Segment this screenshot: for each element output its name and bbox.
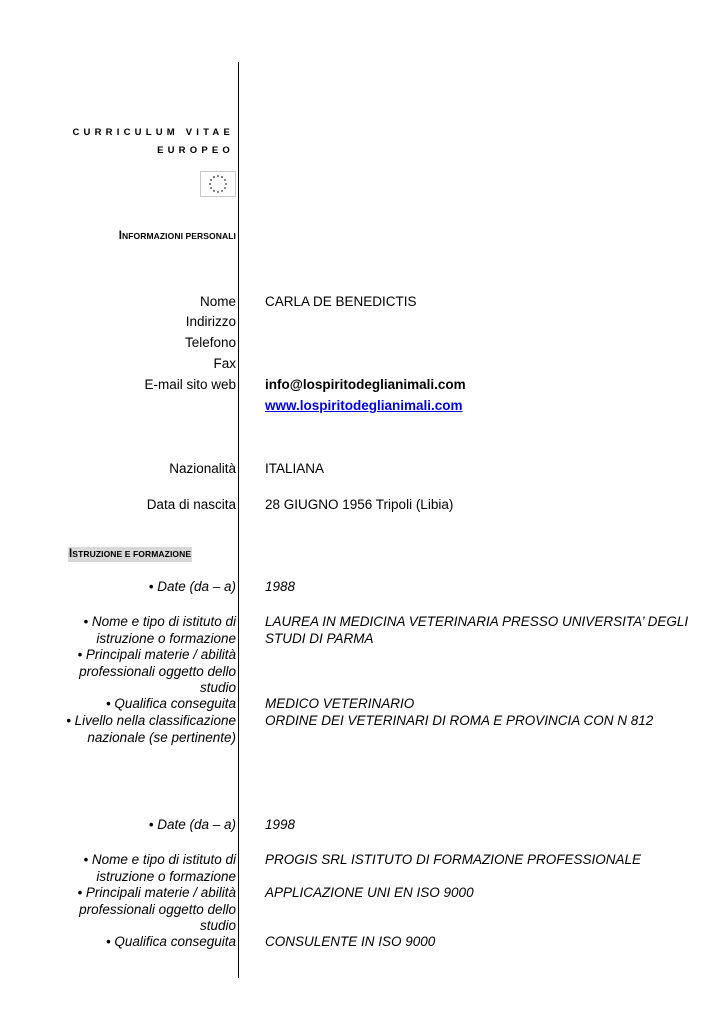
label-istituto-2: • Nome e tipo di istituto di istruzione o formazione xyxy=(83,852,236,884)
label-telefono: Telefono xyxy=(184,335,236,350)
label-materie-2: • Principali materie / abilità professionali oggetto dello studio xyxy=(77,885,236,933)
label-qualifica-2: • Qualifica conseguita xyxy=(105,934,236,949)
website-link[interactable]: www.lospiritodeglianimali.com xyxy=(265,398,463,413)
eu-star xyxy=(217,175,219,177)
label-qualifica-1: • Qualifica conseguita xyxy=(105,696,236,711)
value-data-nascita: 28 GIUGNO 1956 Tripoli (Libia) xyxy=(265,497,454,512)
eu-star xyxy=(213,176,215,178)
label-indirizzo: Indirizzo xyxy=(185,314,236,329)
label-email: E-mail sito web xyxy=(144,377,236,392)
eu-star xyxy=(221,176,223,178)
label-nome: Nome xyxy=(199,294,236,309)
value-materie-2: APPLICAZIONE UNI EN ISO 9000 xyxy=(265,885,474,900)
eu-star xyxy=(225,183,227,185)
eu-flag-icon xyxy=(200,171,236,197)
label-date-1: • Date (da – a) xyxy=(148,579,236,594)
cv-title-line1: CURRICULUM VITAE xyxy=(72,127,234,138)
value-istituto-1: LAUREA IN MEDICINA VETERINARIA PRESSO UNIVERSITA’ DEGLI STUDI DI PARMA xyxy=(265,614,689,646)
section-heading-education: ISTRUZIONE E FORMAZIONE xyxy=(69,548,192,560)
value-qualifica-1: MEDICO VETERINARIO xyxy=(265,696,415,711)
eu-star xyxy=(210,179,212,181)
cv-title-line2: EUROPEO xyxy=(157,145,234,156)
value-nazionalita: ITALIANA xyxy=(265,461,325,476)
eu-star xyxy=(224,187,226,189)
label-materie-1: • Principali materie / abilità professionali oggetto dello studio xyxy=(77,647,236,695)
eu-star xyxy=(217,191,219,193)
eu-star xyxy=(221,190,223,192)
section-heading-personal-info: INFORMAZIONI PERSONALI xyxy=(118,230,236,242)
eu-star xyxy=(224,179,226,181)
label-fax: Fax xyxy=(213,356,236,371)
label-date-2: • Date (da – a) xyxy=(148,817,236,832)
value-istituto-2: PROGIS SRL ISTITUTO DI FORMAZIONE PROFESSIONALE xyxy=(265,852,642,867)
value-email: info@lospiritodeglianimali.com xyxy=(265,377,466,392)
value-nome: CARLA DE BENEDICTIS xyxy=(265,294,417,309)
label-data-nascita: Data di nascita xyxy=(146,497,236,512)
label-istituto-1: • Nome e tipo di istituto di istruzione o formazione xyxy=(83,614,236,646)
value-date-2: 1998 xyxy=(265,817,296,832)
column-divider xyxy=(238,62,239,978)
label-livello-1: • Livello nella classificazione nazionale (se pertinente) xyxy=(66,713,236,745)
label-nazionalita: Nazionalità xyxy=(169,461,236,476)
value-qualifica-2: CONSULENTE IN ISO 9000 xyxy=(265,934,436,949)
eu-star xyxy=(213,190,215,192)
value-livello-1: ORDINE DEI VETERINARI DI ROMA E PROVINCIA CON N 812 xyxy=(265,713,654,728)
value-date-1: 1988 xyxy=(265,579,296,594)
eu-star xyxy=(209,183,211,185)
eu-star xyxy=(210,187,212,189)
